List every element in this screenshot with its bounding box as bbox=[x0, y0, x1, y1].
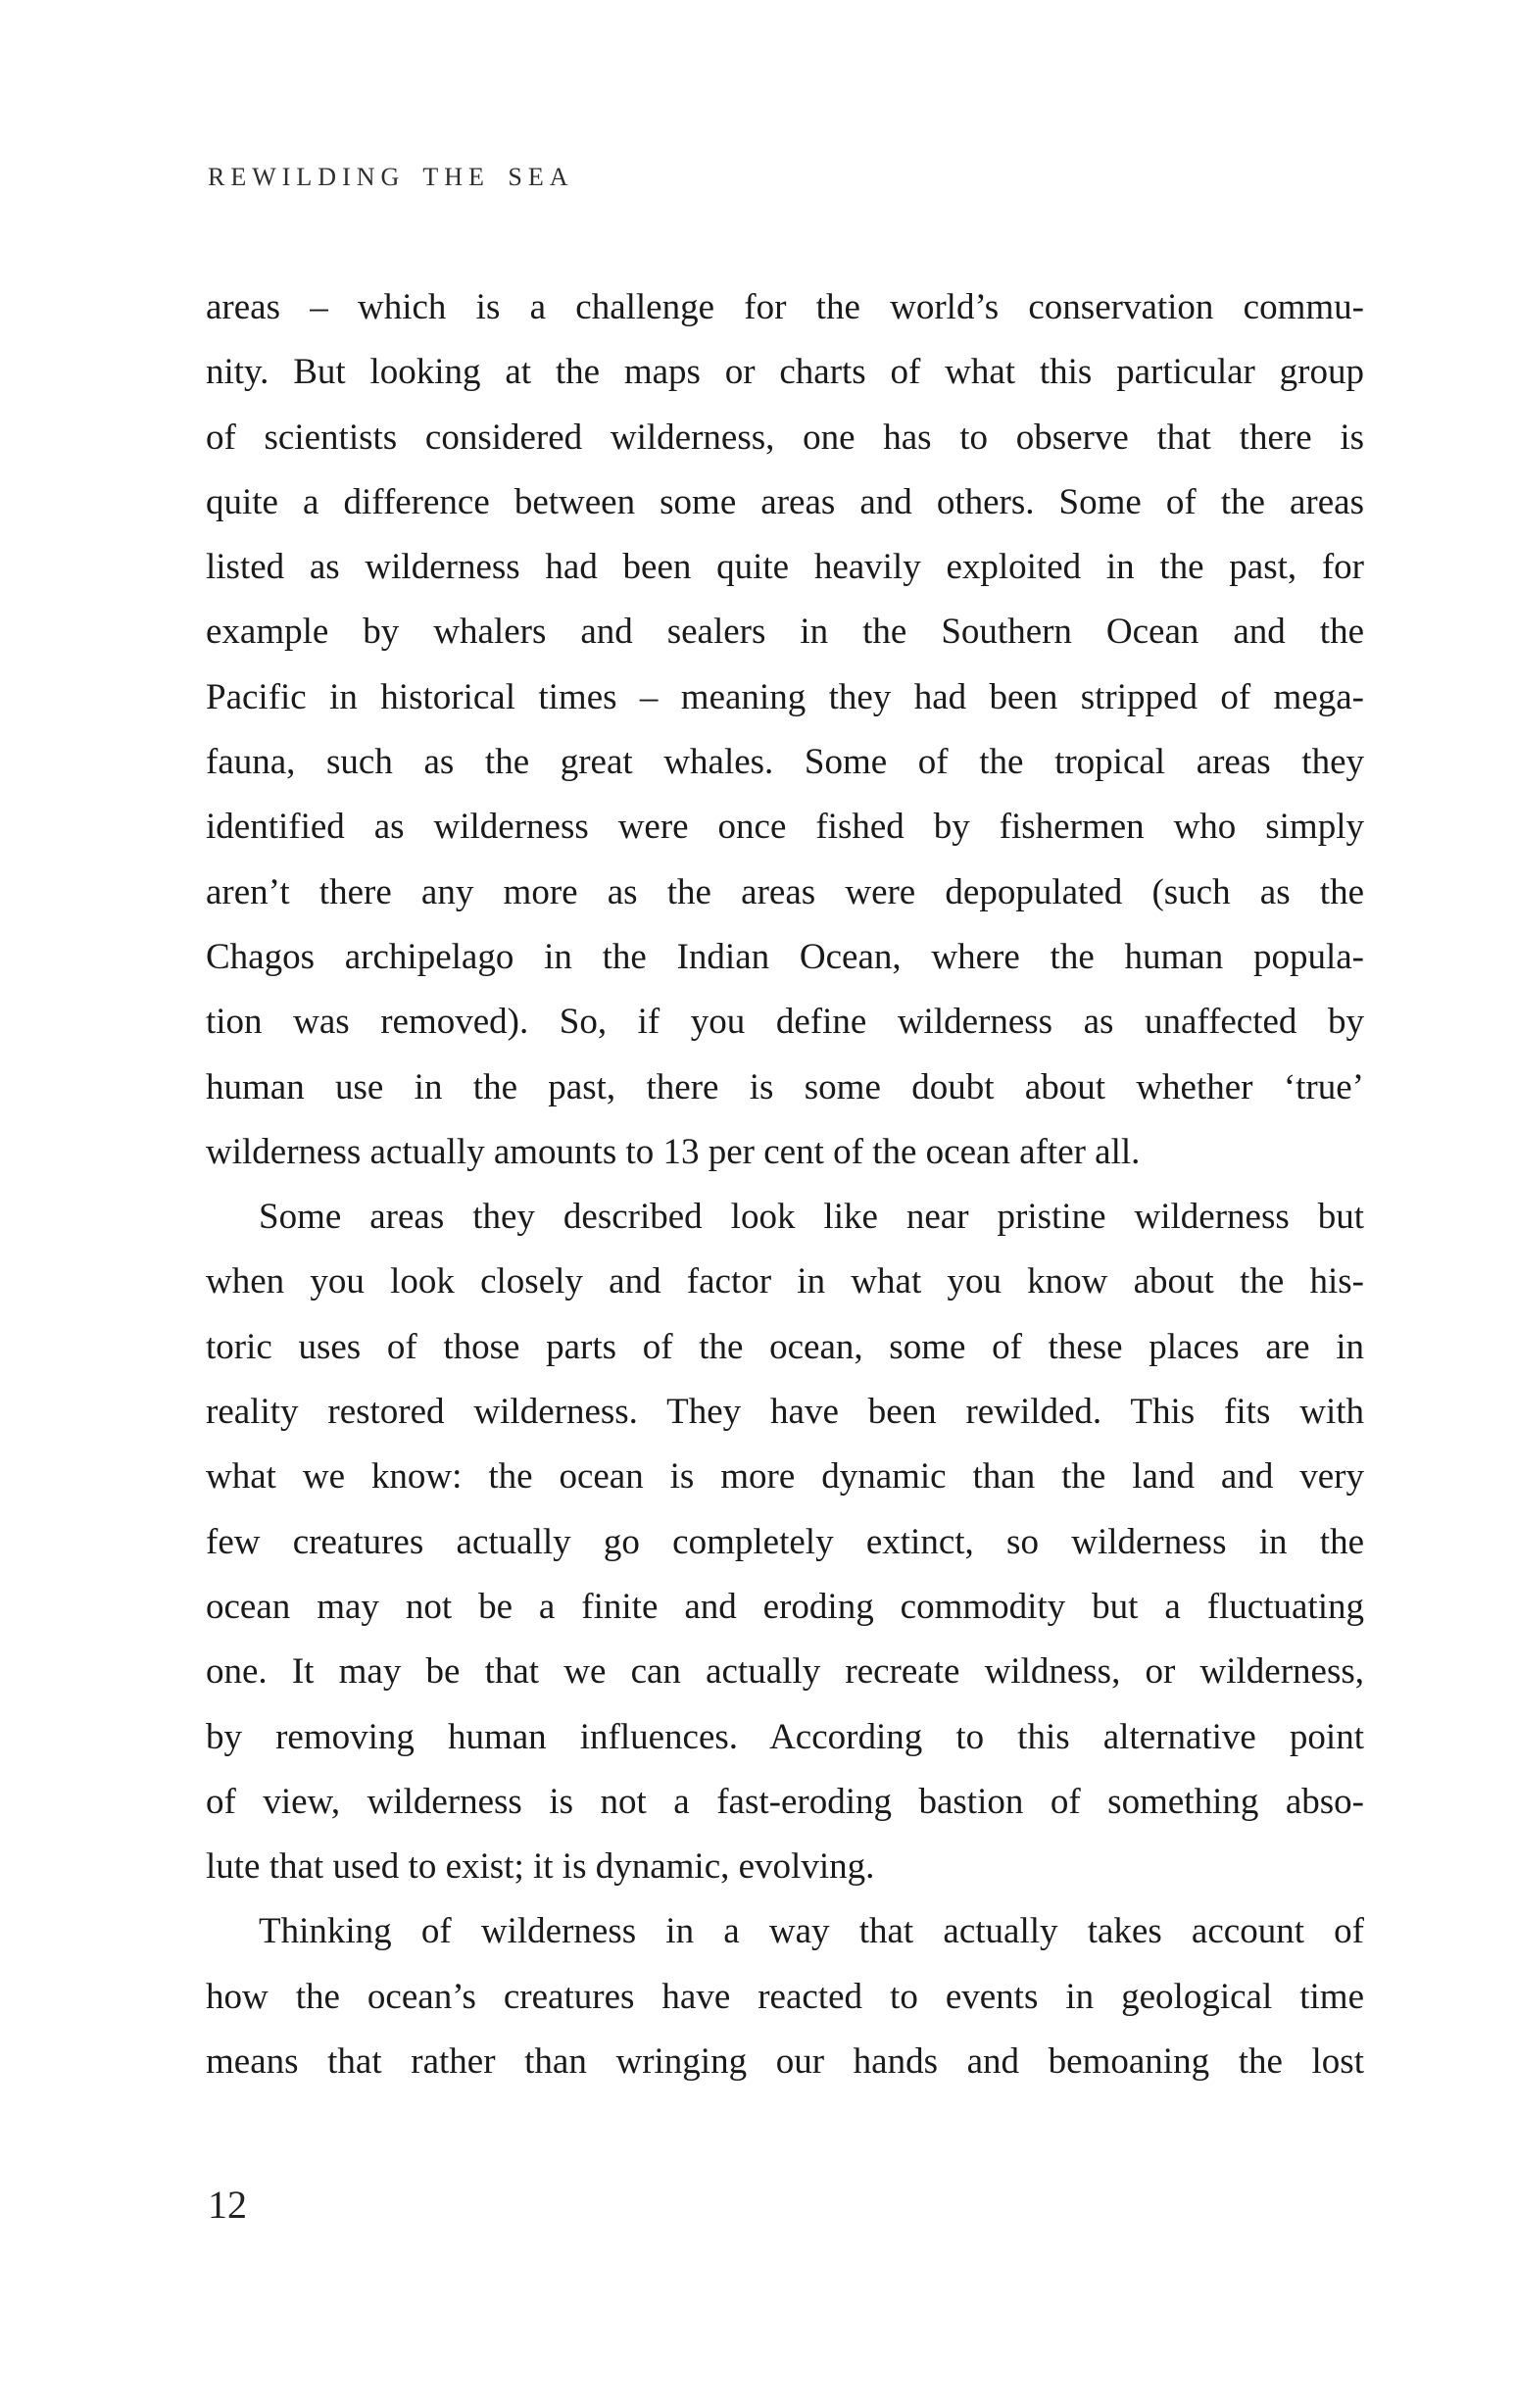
text-line: of scientists considered wilderness, one has to observe that there is bbox=[206, 417, 1364, 458]
text-line: of view, wilderness is not a fast-eroding bastion of something abso- bbox=[206, 1781, 1364, 1822]
text-line: toric uses of those parts of the ocean, some of these places are in bbox=[206, 1326, 1364, 1367]
text-line: aren’t there any more as the areas were depopulated (such as the bbox=[206, 871, 1364, 912]
text-line: reality restored wilderness. They have been rewilded. This fits with bbox=[206, 1392, 1364, 1433]
text-line: Some areas they described look like near pristine wilderness but bbox=[259, 1197, 1364, 1238]
text-line: quite a difference between some areas and others. Some of the areas bbox=[206, 481, 1364, 522]
text-line: ocean may not be a finite and eroding commodity but a fluctuating bbox=[206, 1586, 1364, 1627]
text-line: nity. But looking at the maps or charts of what this particular group bbox=[206, 352, 1364, 393]
text-line: how the ocean’s creatures have reacted to events in geological time bbox=[206, 1976, 1364, 2017]
text-line: wilderness actually amounts to 13 per cent of the ocean after all. bbox=[206, 1131, 1141, 1172]
text-line: what we know: the ocean is more dynamic than the land and very bbox=[206, 1456, 1364, 1498]
running-header: REWILDING THE SEA bbox=[208, 163, 574, 191]
page-number: 12 bbox=[208, 2183, 247, 2227]
text-line: tion was removed). So, if you define wilderness as unaffected by bbox=[206, 1002, 1364, 1043]
text-line: one. It may be that we can actually recreate wildness, or wilderness, bbox=[206, 1651, 1364, 1693]
text-line: identified as wilderness were once fished by fishermen who simply bbox=[206, 807, 1364, 848]
text-line: Chagos archipelago in the Indian Ocean, where the human popula- bbox=[206, 936, 1364, 977]
text-line: lute that used to exist; it is dynamic, evolving. bbox=[206, 1846, 875, 1888]
text-line: Thinking of wilderness in a way that actually takes account of bbox=[259, 1911, 1364, 1952]
text-line: by removing human influences. According to this alternative point bbox=[206, 1716, 1364, 1757]
text-line: fauna, such as the great whales. Some of the tropical areas they bbox=[206, 742, 1364, 783]
text-line: few creatures actually go completely extinct, so wilderness in the bbox=[206, 1521, 1364, 1562]
text-line: listed as wilderness had been quite heavily exploited in the past, for bbox=[206, 547, 1364, 588]
text-line: means that rather than wringing our hands and bemoaning the lost bbox=[206, 2041, 1364, 2083]
body-text bbox=[206, 275, 1364, 2094]
text-line: human use in the past, there is some doubt about whether ‘true’ bbox=[206, 1066, 1364, 1107]
text-line: areas – which is a challenge for the world’s conservation commu- bbox=[206, 287, 1364, 327]
text-line: example by whalers and sealers in the Southern Ocean and the bbox=[206, 612, 1364, 653]
text-line: when you look closely and factor in what you know about the his- bbox=[206, 1261, 1364, 1302]
text-line: Pacific in historical times – meaning they had been stripped of mega- bbox=[206, 676, 1364, 717]
